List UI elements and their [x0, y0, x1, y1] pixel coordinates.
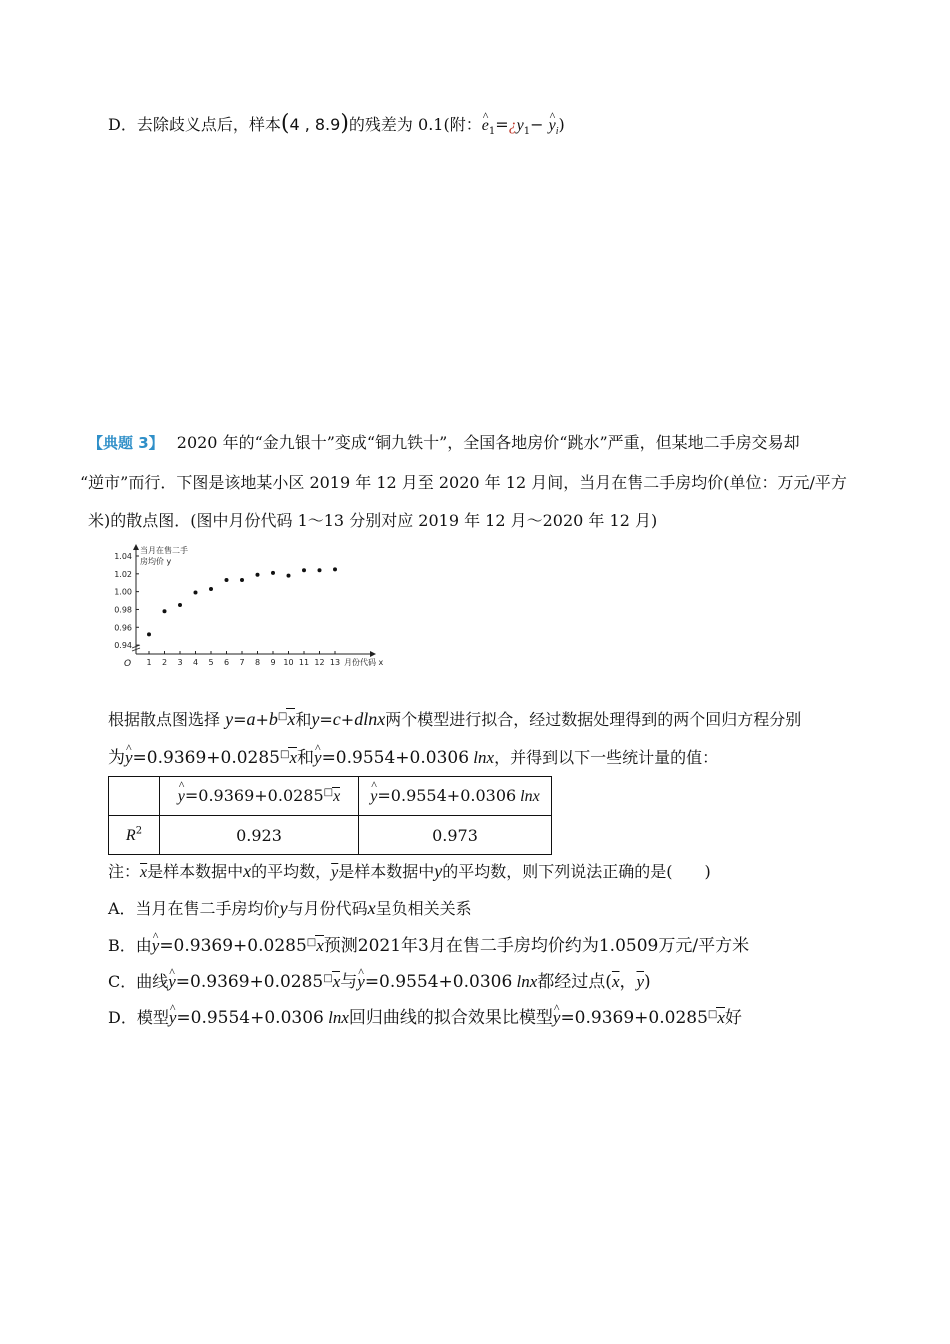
data-point [302, 568, 306, 572]
x-tick-label: 13 [329, 658, 341, 667]
data-point [240, 578, 244, 582]
regression-equations-line: 为^ y=0.9369+0.0285□x和^ y=0.9554+0.0306 lnx，并得到以下一些统计量的值： [108, 744, 718, 769]
data-point [256, 573, 260, 577]
y-axis-arrow [133, 544, 139, 550]
q3-line2: “逆市”而行．下图是该地某小区 2019 年 12 月至 2020 年 12 月间，当月在售二手房均价(单位：万元/平方 [80, 473, 847, 492]
x-tick-label: 11 [298, 658, 310, 667]
option-d: D．模型^ y=0.9554+0.0306 lnx回归曲线的拟合效果比模型^ y=0.9369+0.0285□x好 [108, 1004, 742, 1029]
model-select-line: 根据散点图选择 y=a+b□x和y=c+dlnx两个模型进行拟合，经过数据处理得到的两个回归方程分别 [108, 709, 802, 729]
x-tick-label: 4 [192, 658, 199, 667]
scatter-chart [108, 544, 398, 674]
table-row-label: $R^2$ [109, 816, 160, 855]
table-header-model2: ^ y=0.9554+0.0306 lnx [359, 777, 552, 816]
x-tick-label: 12 [314, 658, 325, 667]
option-a: A．当月在售二手房均价y与月份代码x呈负相关关系 [108, 898, 472, 918]
option-c: C．曲线^ y=0.9369+0.0285□x与^ y=0.9554+0.0306 lnx都经过点($\overline{x}$，$\overline{y}$) [108, 968, 651, 993]
data-point [209, 587, 213, 591]
data-point [147, 632, 151, 636]
data-point [194, 591, 198, 595]
note-line: 注：$\overline{x}$是样本数据中x的平均数，$\overline{y}$是样本数据中y的平均数，则下列说法正确的是( ) [108, 861, 711, 881]
data-point [178, 603, 182, 607]
y-tick-label: 0.94 [114, 641, 132, 651]
data-point [225, 578, 229, 582]
statistics-table [108, 776, 552, 855]
y-tick-label: 0.98 [114, 605, 132, 615]
table-corner-cell [109, 777, 160, 816]
x-tick-label: 3 [177, 658, 183, 667]
data-point [163, 609, 167, 613]
x-tick-label: 2 [161, 658, 168, 667]
origin-label: O [124, 659, 132, 669]
table-cell-r2-model2: 0.973 [359, 816, 552, 855]
q3-line3: 米)的散点图．(图中月份代码 1～13 分别对应 2019 年 12 月～2020 年 12 月) [88, 511, 658, 530]
option-b: B．由^ y=0.9369+0.0285□x预测2021年3月在售二手房均价约为1.0509万元/平方米 [108, 932, 749, 957]
x-tick-label: 5 [208, 658, 214, 667]
x-tick-label: 6 [223, 658, 230, 667]
table-header-model1: ^ y=0.9369+0.0285□x [160, 777, 359, 816]
data-point [271, 571, 275, 575]
y-tick-label: 1.02 [114, 569, 132, 579]
table-header-row [109, 777, 552, 816]
x-tick-label: 8 [254, 658, 261, 667]
x-axis-arrow [370, 651, 376, 657]
x-tick-label: 7 [239, 658, 245, 667]
x-axis-label: 月份代码 x [344, 658, 384, 667]
table-cell-r2-model1: 0.923 [160, 816, 359, 855]
data-point [318, 568, 322, 572]
y-tick-label: 0.96 [114, 623, 132, 633]
table-row [109, 816, 552, 855]
question-tag: 【典题 3】 [88, 434, 164, 452]
prev-option-d: D．去除歧义点后，样本(4 , 8.9)的残差为 0.1(附：^ $e_1=¿y_1-$ ^ $y_i$) [108, 113, 565, 143]
y-tick-label: 1.00 [114, 587, 132, 597]
x-tick-label: 9 [270, 658, 276, 667]
x-tick-label: 10 [283, 658, 294, 667]
data-point [287, 574, 291, 578]
y-tick-label: 1.04 [114, 552, 132, 561]
q3-line1: 【典题 3】 2020 年的“金九银十”变成“铜九铁十”，全国各地房价“跳水”严重，但某地二手房交易却 [88, 433, 800, 452]
x-tick-label: 1 [146, 658, 152, 667]
data-point [333, 567, 337, 571]
y-axis-label: 当月在售二手 [140, 546, 188, 555]
y-axis-label: 房均价 y [140, 557, 172, 566]
